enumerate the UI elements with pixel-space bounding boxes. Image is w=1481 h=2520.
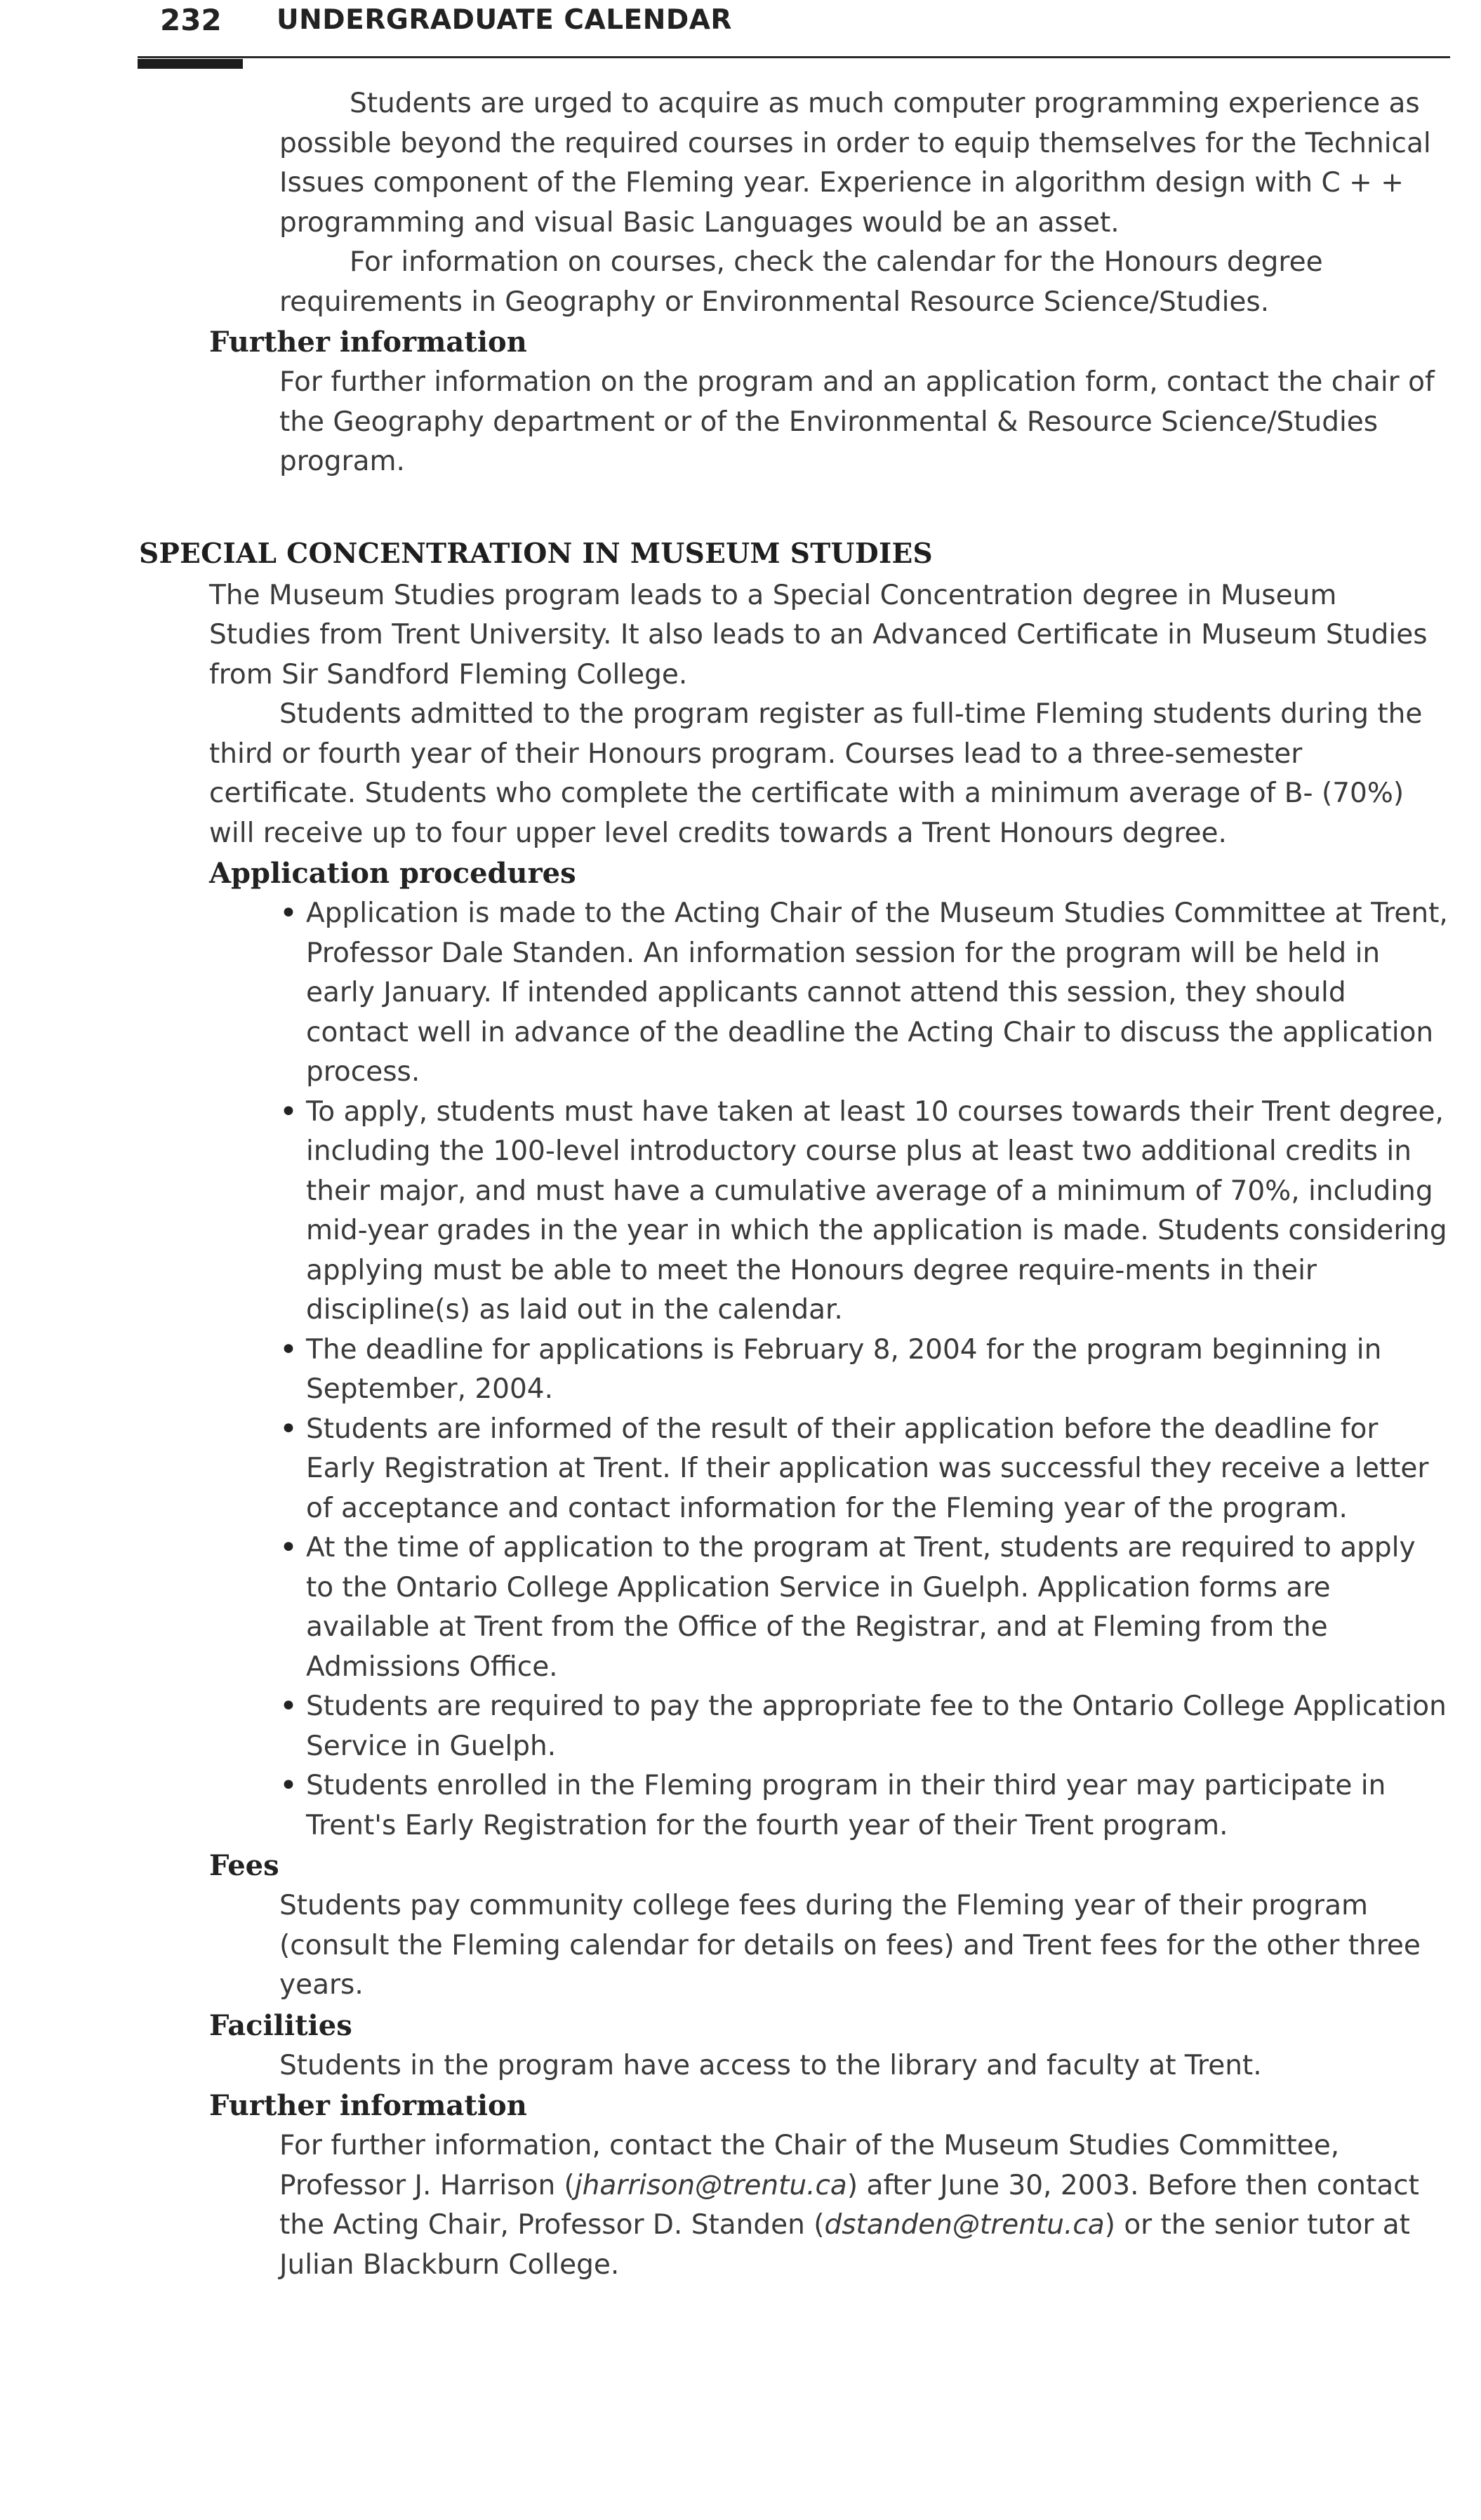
contact-text: For further information, contact the Chair of the Museum Studies Committee, Professor J. Harrison ( xyxy=(279,2130,1340,2201)
museum-paragraph-2: Students admitted to the program register as full-time Fleming students during the third or fourth year of their Honours program. Courses lead to a three-semester certificate. Students who complete the certificate with a minimum average of B- (70%) will receive up to four upper level credits towards a Trent Honours degree. xyxy=(209,698,1423,849)
intro-paragraph-2: For information on courses, check the calendar for the Honours degree requirements in Geography or Environmental Resource Science/Studies. xyxy=(279,246,1323,318)
page-number: 232 xyxy=(160,3,222,37)
application-procedures-heading: Application procedures xyxy=(209,857,576,890)
application-procedures-list xyxy=(0,894,1481,1846)
facilities-heading: Facilities xyxy=(209,2008,352,2042)
museum-further-information-body xyxy=(0,2126,1481,2285)
header-rule-accent xyxy=(138,59,243,69)
list-item: • Students enrolled in the Fleming program in their third year may participate in Trent's Early Registration for the fourth year of their Trent program. xyxy=(279,1766,1450,1846)
intro-paragraph-1: Students are urged to acquire as much computer programming experience as possible beyond the required courses in order to equip themselves for the Technical Issues component of the Fleming year. Experience in algorithm design with C + + programming and visual Basic Languages would be an asset. xyxy=(279,88,1431,239)
list-item: • To apply, students must have taken at least 10 courses towards their Trent degree, including the 100-level introductory course plus at least two additional credits in their major, and must have a cumulative average of a minimum of 70%, including mid-year grades in the year in which the application is made. Students considering applying must be able to meet the Honours degree require-ments in their discipline(s) as laid out in the calendar. xyxy=(279,1093,1450,1331)
facilities-body: Students in the program have access to the library and faculty at Trent. xyxy=(279,2049,1262,2081)
list-item: • At the time of application to the program at Trent, students are required to apply to the Ontario College Application Service in Guelph. Application forms are available at Trent from the Office of the Registrar, and at Fleming from the Admissions Office. xyxy=(279,1528,1450,1687)
email-standen: dstanden@trentu.ca xyxy=(824,2209,1105,2241)
header-rule xyxy=(138,56,1450,58)
section-heading-museum-studies: SPECIAL CONCENTRATION IN MUSEUM STUDIES xyxy=(139,537,934,570)
list-item: • The deadline for applications is February 8, 2004 for the program beginning in September, 2004. xyxy=(279,1331,1450,1410)
email-harrison: jharrison@trentu.ca xyxy=(574,2169,847,2201)
museum-further-information-heading: Further information xyxy=(209,2089,527,2122)
page-content xyxy=(0,84,1481,2285)
running-title: UNDERGRADUATE CALENDAR xyxy=(277,4,732,36)
contact-text: ) after June 30, 2003. Before then contact the Acting Chair, Professor D. Standen ( xyxy=(279,2169,1419,2241)
list-item: • Application is made to the Acting Chair of the Museum Studies Committee at Trent, Professor Dale Standen. An information session for the program will be held in early January. If intended applicants cannot attend this session, they should contact well in advance of the deadline the Acting Chair to discuss the application process. xyxy=(279,894,1450,1093)
further-information-body: For further information on the program and an application form, contact the chair of the Geography department or of the Environmental & Resource Science/Studies program. xyxy=(279,366,1435,477)
page-header xyxy=(153,0,1430,63)
contact-text: ) or the senior tutor at Julian Blackburn College. xyxy=(279,2209,1410,2281)
further-information-heading: Further information xyxy=(209,326,527,359)
museum-paragraph-1: The Museum Studies program leads to a Special Concentration degree in Museum Studies from Trent University. It also leads to an Advanced Certificate in Museum Studies from Sir Sandford Fleming College. xyxy=(209,579,1428,691)
fees-heading: Fees xyxy=(209,1849,279,1882)
list-item: • Students are informed of the result of their application before the deadline for Early Registration at Trent. If their application was successful they receive a letter of acceptance and contact information for the Fleming year of the program. xyxy=(279,1410,1450,1529)
list-item: • Students are required to pay the appropriate fee to the Ontario College Application Service in Guelph. xyxy=(279,1687,1450,1766)
fees-body: Students pay community college fees during the Fleming year of their program (consult the Fleming calendar for details on fees) and Trent fees for the other three years. xyxy=(279,1890,1421,2001)
